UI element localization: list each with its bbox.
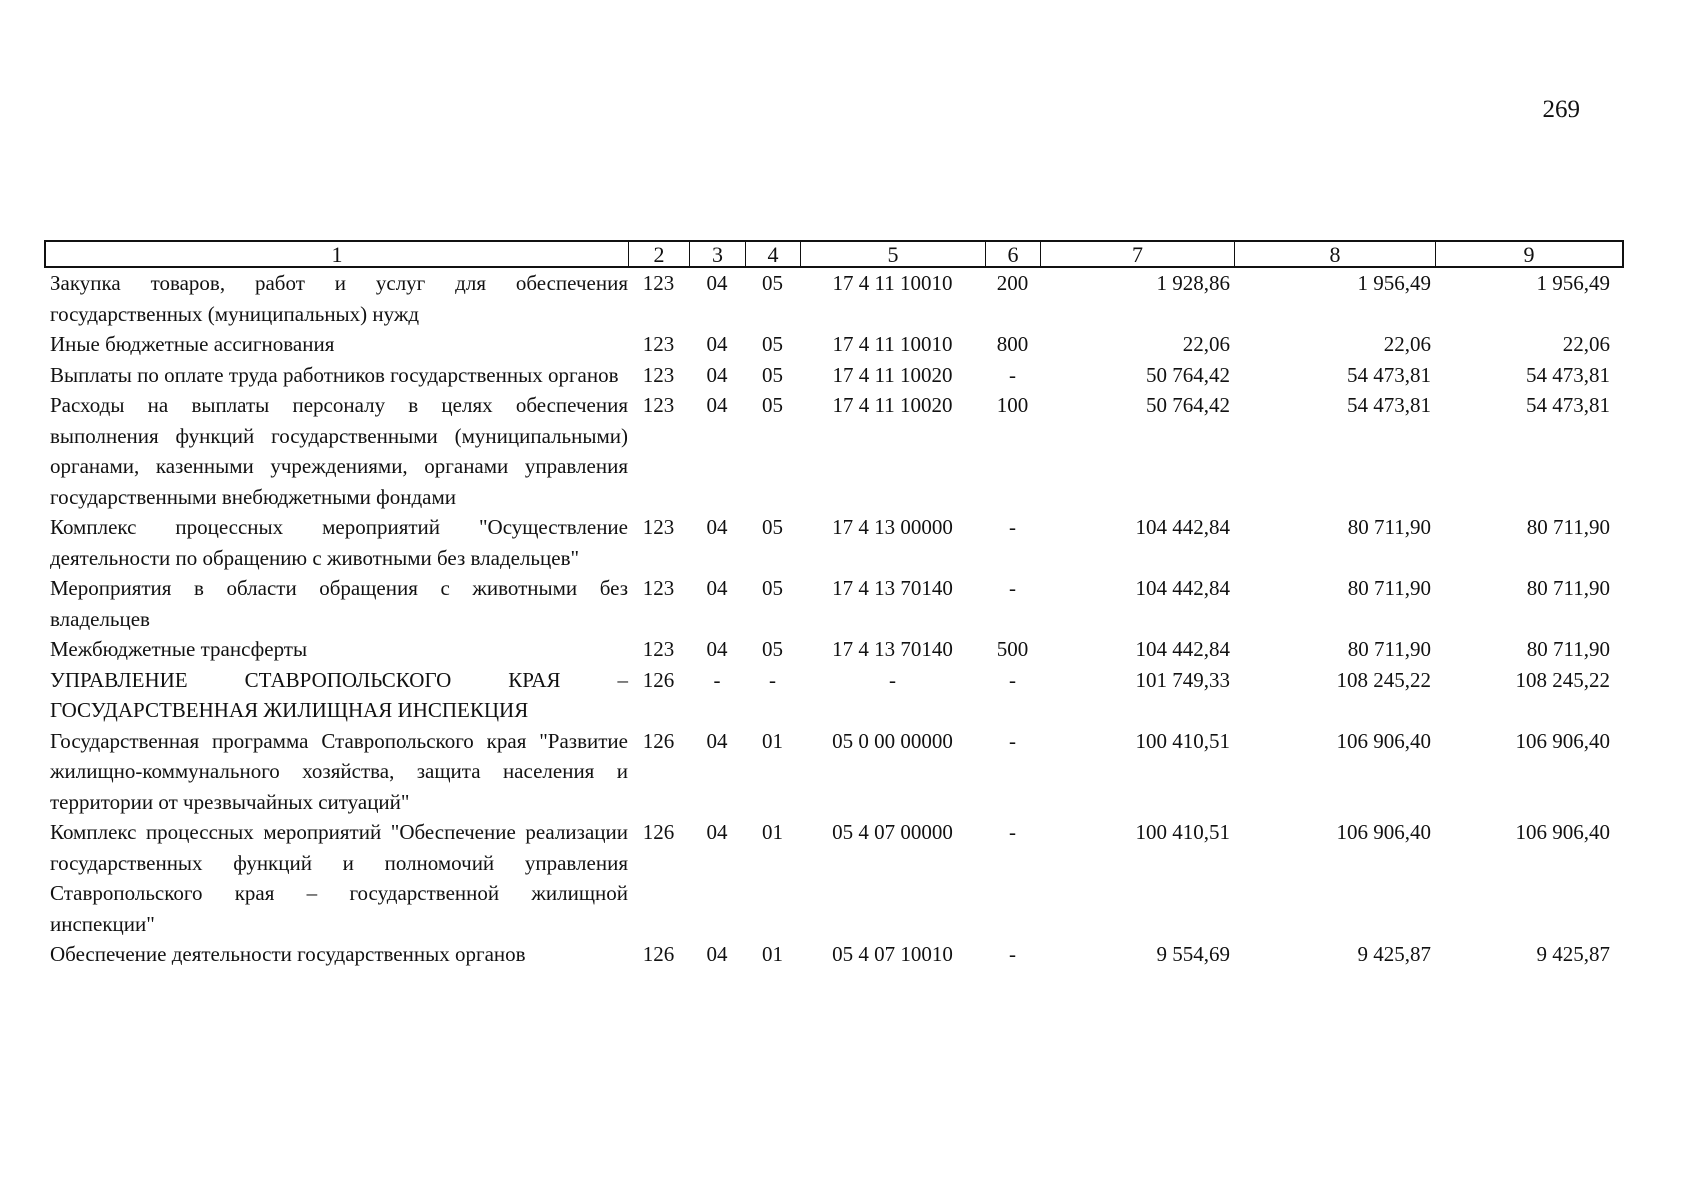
row-amount-col8: 108 245,22: [1336, 667, 1431, 692]
row-target-article: 17 4 11 10020: [832, 362, 953, 387]
row-section: 04: [706, 271, 728, 295]
table-row: [44, 634, 1624, 665]
row-section: 04: [706, 942, 728, 966]
row-amount-col7: 9 554,69: [1156, 942, 1230, 966]
row-amount-col9: 22,06: [1562, 332, 1610, 356]
row-subsection: 05: [762, 393, 783, 417]
row-ministry-code: 123: [642, 332, 675, 356]
row-target-article: 05 4 07 00000: [832, 820, 953, 844]
row-target-article: 17 4 13 70140: [832, 637, 953, 661]
row-amount-col8: 80 711,90: [1347, 637, 1431, 661]
header-col-4: 4: [745, 240, 800, 268]
row-section: 04: [706, 393, 728, 417]
row-expense-type: -: [1009, 728, 1016, 753]
row-ministry-code: 123: [642, 515, 675, 539]
row-amount-col9: 106 906,40: [1515, 820, 1610, 844]
row-amount-col9: 108 245,22: [1515, 667, 1610, 692]
row-subsection: 05: [762, 271, 783, 295]
page-number: 269: [1542, 96, 1580, 123]
row-amount-col8: 80 711,90: [1347, 515, 1431, 539]
row-expense-type: -: [1009, 576, 1016, 600]
row-subsection: 05: [762, 515, 783, 539]
row-ministry-code: 123: [642, 393, 675, 417]
row-description: Комплекс процессных мероприятий "Обеспечение реализации государственных функций и полномочий управления Ставропольского края – государственной жилищной инспекции": [50, 820, 628, 936]
row-amount-col8: 9 425,87: [1357, 942, 1431, 966]
budget-table: [44, 240, 1624, 970]
table-row: [44, 512, 1624, 573]
row-description: Иные бюджетные ассигнования: [50, 332, 335, 356]
row-subsection: 01: [762, 728, 783, 753]
row-description: Выплаты по оплате труда работников государственных органов: [50, 362, 619, 387]
table-row: [44, 665, 1624, 726]
row-expense-type: -: [1009, 942, 1016, 966]
row-expense-type: -: [1009, 667, 1016, 692]
table-row: [44, 329, 1624, 360]
row-amount-col8: 80 711,90: [1347, 576, 1431, 600]
row-amount-col7: 104 442,84: [1135, 515, 1230, 539]
row-amount-col7: 22,06: [1182, 332, 1230, 356]
row-ministry-code: 123: [642, 637, 675, 661]
row-section: 04: [706, 515, 728, 539]
row-description: Государственная программа Ставропольского края "Развитие жилищно-коммунального хозяйства, защита населения и территории от чрезвычайных ситуаций": [50, 728, 628, 814]
row-description: Обеспечение деятельности государственных органов: [50, 942, 526, 966]
row-expense-type: 800: [996, 332, 1029, 356]
table-row: [44, 268, 1624, 329]
row-target-article: 17 4 11 10010: [832, 332, 953, 356]
row-expense-type: 100: [996, 393, 1029, 417]
row-amount-col8: 22,06: [1383, 332, 1431, 356]
row-amount-col8: 106 906,40: [1336, 820, 1431, 844]
row-description: Межбюджетные трансферты: [50, 637, 308, 661]
row-section: 04: [706, 820, 728, 844]
row-expense-type: 500: [996, 637, 1029, 661]
header-col-2: 2: [628, 240, 689, 268]
row-target-article: 05 4 07 10010: [832, 942, 953, 966]
header-col-1: 1: [44, 240, 628, 268]
table-body: [44, 268, 1624, 970]
row-amount-col9: 9 425,87: [1536, 942, 1610, 966]
row-description: Комплекс процессных мероприятий "Осуществление деятельности по обращению с животными без владельцев": [50, 515, 628, 570]
row-amount-col7: 101 749,33: [1135, 667, 1230, 692]
row-description: Расходы на выплаты персоналу в целях обеспечения выполнения функций государственными (муниципальными) органами, казенными учреждениями, органами управления государственными внебюджетными фондами: [50, 393, 628, 509]
row-ministry-code: 123: [642, 576, 675, 600]
row-section: 04: [706, 362, 728, 387]
row-amount-col9: 80 711,90: [1526, 576, 1610, 600]
row-subsection: 05: [762, 362, 783, 387]
row-amount-col8: 54 473,81: [1347, 393, 1431, 417]
row-amount-col9: 80 711,90: [1526, 515, 1610, 539]
row-amount-col9: 1 956,49: [1536, 271, 1610, 295]
row-subsection: 05: [762, 332, 783, 356]
row-section: 04: [706, 728, 728, 753]
header-col-9: 9: [1435, 240, 1624, 268]
row-amount-col9: 54 473,81: [1526, 362, 1610, 387]
header-col-6: 6: [985, 240, 1040, 268]
row-amount-col7: 104 442,84: [1135, 576, 1230, 600]
row-target-article: -: [889, 667, 896, 692]
row-amount-col9: 54 473,81: [1526, 393, 1610, 417]
row-expense-type: -: [1009, 362, 1016, 387]
header-col-5: 5: [800, 240, 985, 268]
row-target-article: 17 4 13 70140: [832, 576, 953, 600]
row-section: 04: [706, 332, 728, 356]
row-section: 04: [706, 576, 728, 600]
row-expense-type: 200: [996, 271, 1029, 295]
row-amount-col7: 1 928,86: [1156, 271, 1230, 295]
row-amount-col9: 106 906,40: [1515, 728, 1610, 753]
table-row: [44, 390, 1624, 512]
row-amount-col9: 80 711,90: [1526, 637, 1610, 661]
header-col-3: 3: [689, 240, 745, 268]
row-amount-col8: 54 473,81: [1347, 362, 1431, 387]
row-target-article: 05 0 00 00000: [832, 728, 953, 753]
row-ministry-code: 123: [642, 362, 675, 387]
header-col-7: 7: [1040, 240, 1234, 268]
row-amount-col8: 1 956,49: [1357, 271, 1431, 295]
row-description: Мероприятия в области обращения с животными без владельцев: [50, 576, 628, 631]
row-amount-col8: 106 906,40: [1336, 728, 1431, 753]
table-row: [44, 360, 1624, 391]
header-col-8: 8: [1234, 240, 1435, 268]
row-ministry-code: 126: [642, 942, 675, 966]
row-ministry-code: 126: [642, 667, 675, 692]
row-amount-col7: 50 764,42: [1146, 362, 1230, 387]
table-header: [44, 240, 1624, 268]
row-target-article: 17 4 11 10020: [832, 393, 953, 417]
row-amount-col7: 100 410,51: [1135, 820, 1230, 844]
row-subsection: 05: [762, 637, 783, 661]
row-expense-type: -: [1009, 820, 1016, 844]
row-target-article: 17 4 13 00000: [832, 515, 953, 539]
table-row: [44, 939, 1624, 970]
table-row: [44, 573, 1624, 634]
row-expense-type: -: [1009, 515, 1016, 539]
row-section: 04: [706, 637, 728, 661]
table-row: [44, 817, 1624, 939]
table-row: [44, 726, 1624, 818]
row-description: УПРАВЛЕНИЕ СТАВРОПОЛЬСКОГО КРАЯ – ГОСУДАРСТВЕННАЯ ЖИЛИЩНАЯ ИНСПЕКЦИЯ: [50, 667, 628, 722]
row-subsection: 01: [762, 820, 783, 844]
row-amount-col7: 104 442,84: [1135, 637, 1230, 661]
row-ministry-code: 123: [642, 271, 675, 295]
row-target-article: 17 4 11 10010: [832, 271, 953, 295]
row-subsection: 01: [762, 942, 783, 966]
row-ministry-code: 126: [642, 728, 675, 753]
row-section: -: [713, 667, 721, 692]
row-subsection: -: [769, 667, 776, 692]
row-description: Закупка товаров, работ и услуг для обеспечения государственных (муниципальных) нужд: [50, 271, 628, 326]
row-amount-col7: 50 764,42: [1146, 393, 1230, 417]
row-subsection: 05: [762, 576, 783, 600]
row-ministry-code: 126: [642, 820, 675, 844]
row-amount-col7: 100 410,51: [1135, 728, 1230, 753]
